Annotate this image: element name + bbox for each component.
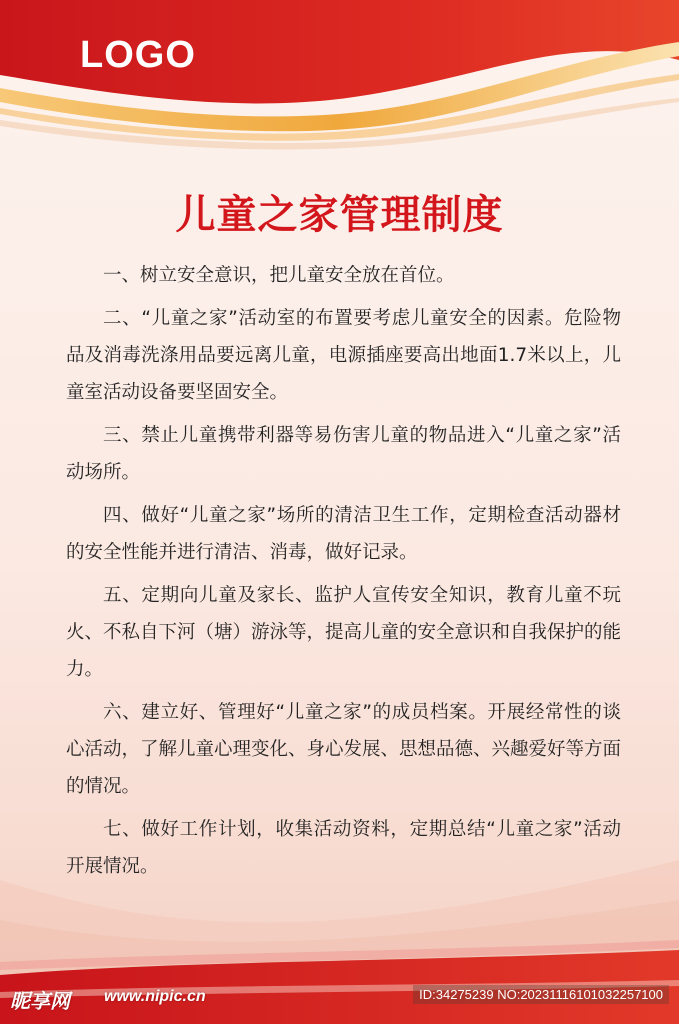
watermark-id: ID:34275239 NO:20231116101032257100 (413, 985, 669, 1004)
page-title: 儿童之家管理制度 (175, 192, 504, 238)
rule-paragraph-6: 六、建立好、管理好“儿童之家”的成员档案。开展经常性的谈心活动，了解儿童心理变化、身心发展、思想品德、兴趣爱好等方面的情况。 (66, 702, 622, 797)
rule-paragraph-2: 二、“儿童之家”活动室的布置要考虑儿童安全的因素。危险物品及消毒洗涤用品要远离儿童，电源插座要高出地面1.7米以上，儿童室活动设备要坚固安全。 (66, 308, 621, 403)
rule-paragraph-5: 五、定期向儿童及家长、监护人宣传安全知识，教育儿童不玩火、不私自下河（塘）游泳等，提高儿童的安全意识和自我保护的能力。 (66, 585, 622, 680)
rule-paragraph-1: 一、树立安全意识，把儿童安全放在首位。 (103, 265, 455, 286)
logo-text: LOGO (80, 34, 196, 76)
rule-paragraph-3: 三、禁止儿童携带利器等易伤害儿童的物品进入“儿童之家”活动场所。 (66, 425, 621, 483)
watermark-url: www.nipic.cn (104, 988, 206, 1005)
watermark-site-name: 昵享网 (10, 989, 70, 1013)
rule-paragraph-4: 四、做好“儿童之家”场所的清洁卫生工作，定期检查活动器材的安全性能并进行清洁、消毒，做好记录。 (66, 505, 621, 563)
rules-body (66, 257, 621, 891)
rule-paragraph-7: 七、做好工作计划，收集活动资料，定期总结“儿童之家”活动开展情况。 (66, 819, 621, 877)
